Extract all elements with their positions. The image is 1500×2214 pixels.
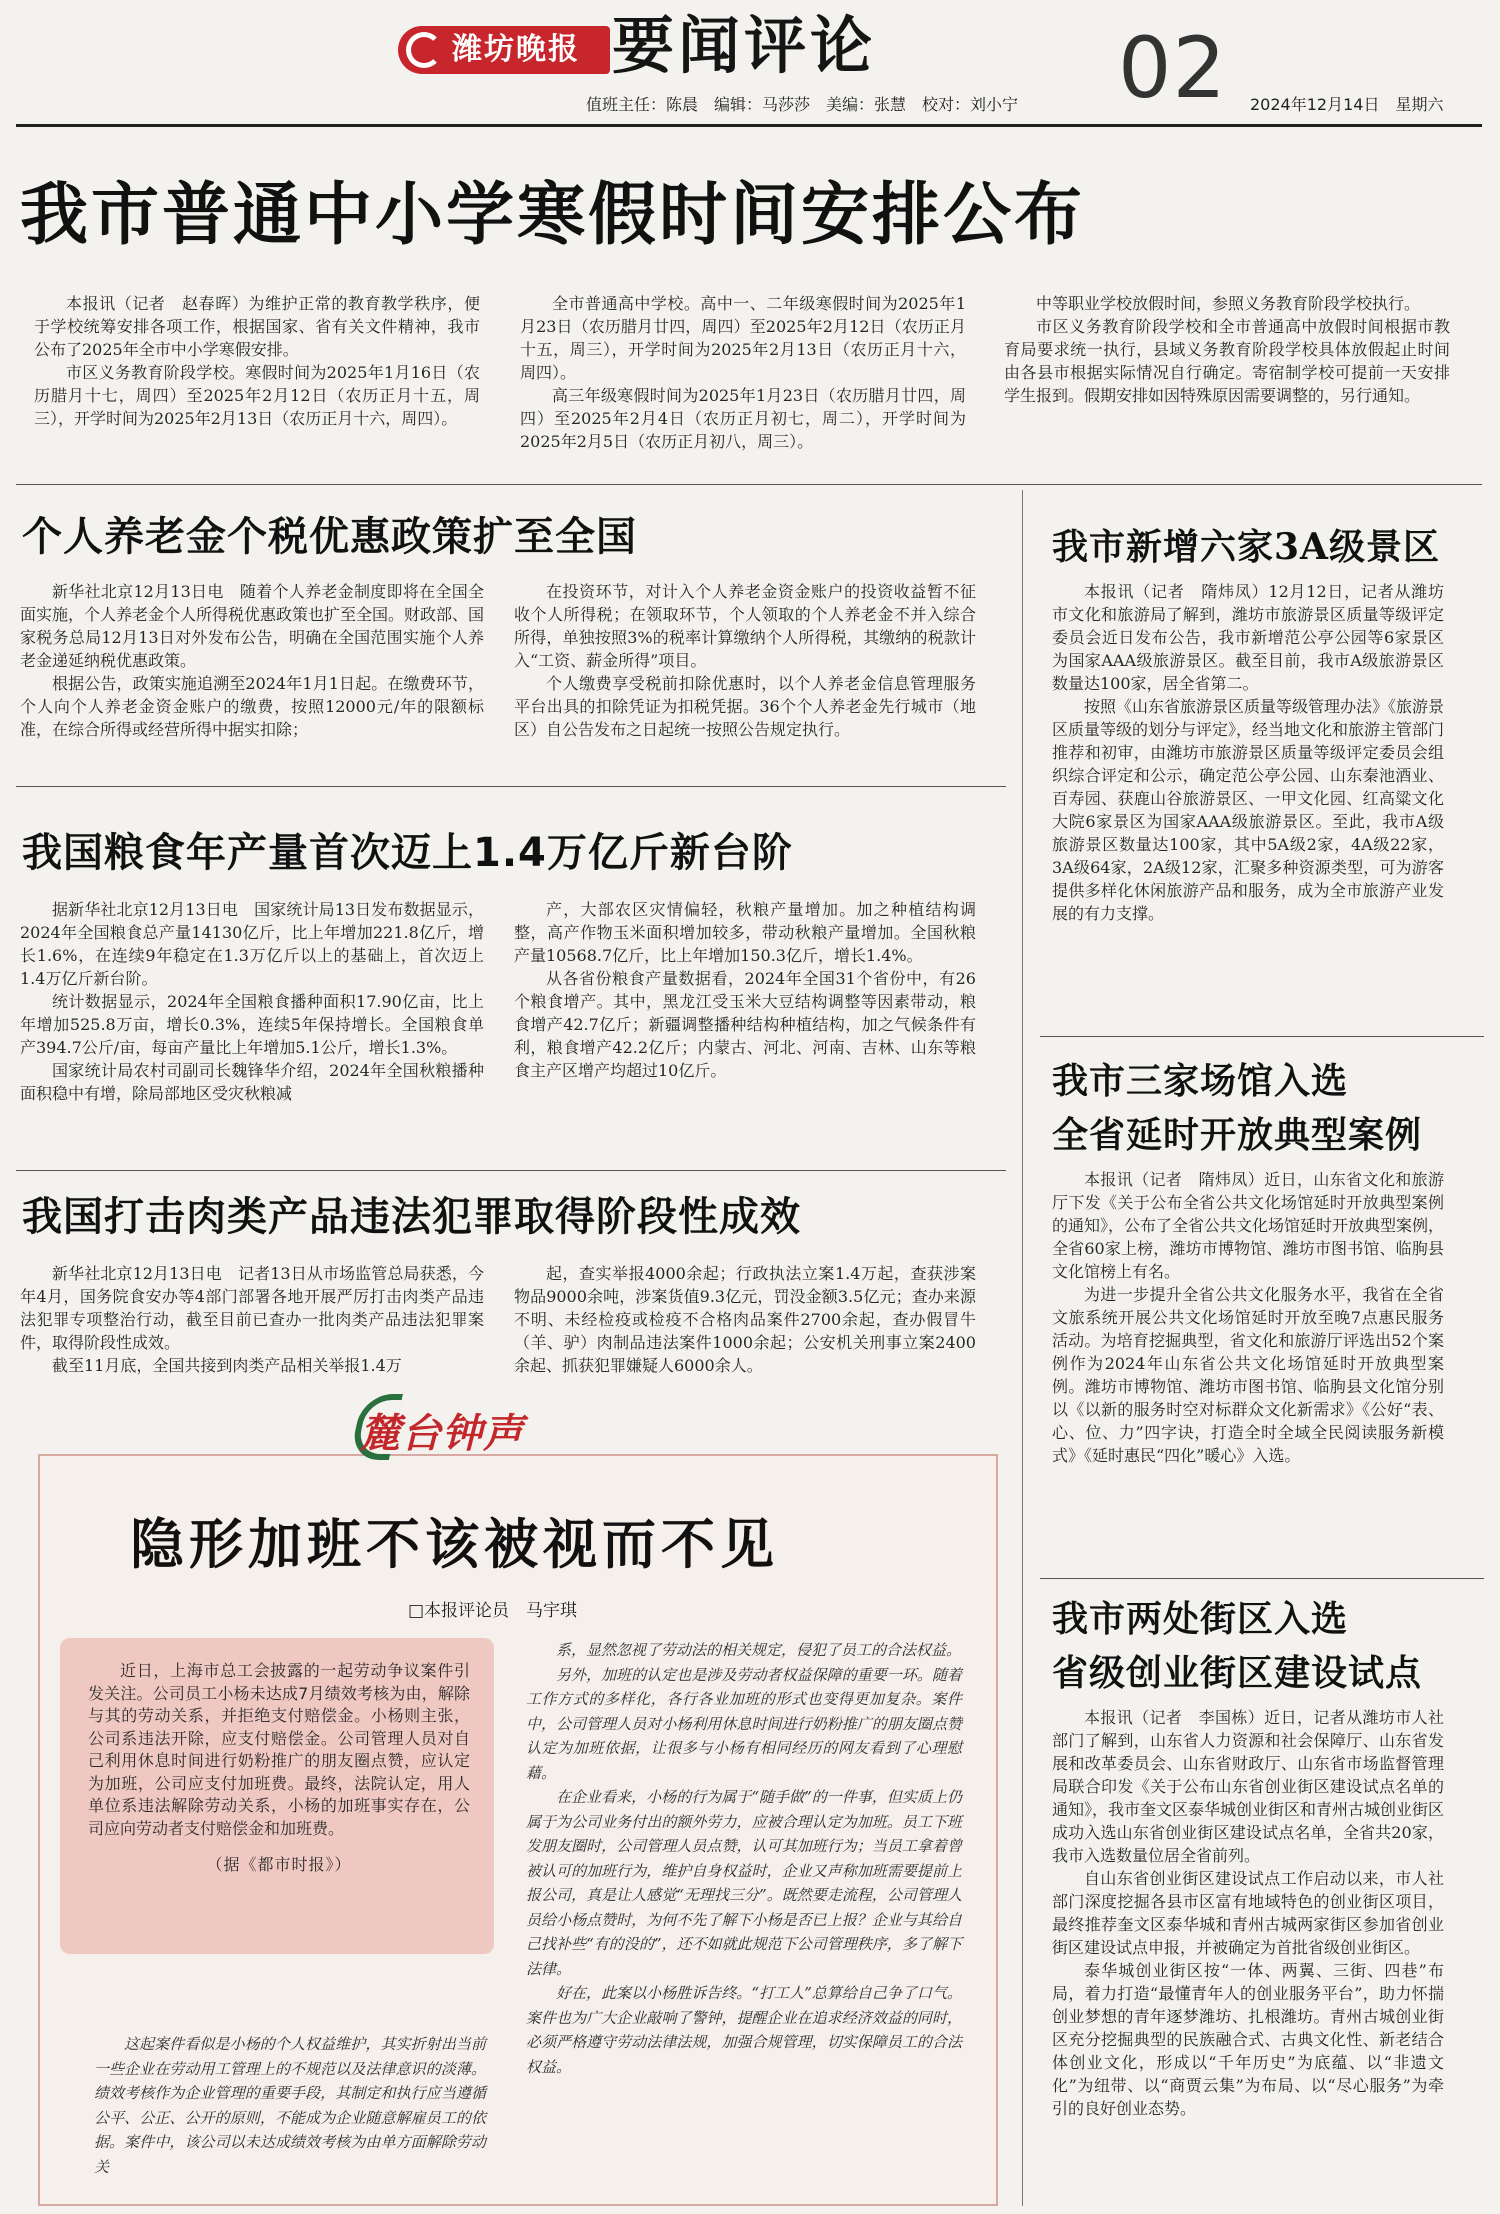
paragraph: 统计数据显示，2024年全国粮食播种面积17.90亿亩，比上年增加525.8万亩，增长0.3%，连续5年保持增长。全国粮食单产394.7公斤/亩，每亩产量比上年增加5.1公斤，增长1.3%。 [20, 992, 484, 1057]
paragraph: 在投资环节，对计入个人养老金资金账户的投资收益暂不征收个人所得税；在领取环节，个人领取的个人养老金不并入综合所得，单独按照3%的税率计算缴纳个人所得税，其缴纳的税款计入“工资、薪金所得”项目。 [514, 582, 976, 670]
paragraph: 起，查实举报4000余起；行政执法立案1.4万起，查获涉案物品9000余吨，涉案货值9.3亿元，罚没金额3.5亿元；查办来源不明、未经检疫或检疫不合格肉品案件2700余起，查办假冒牛（羊、驴）肉制品违法案件1000余起；公安机关刑事立案2400余起、抓获犯罪嫌疑人6000余人。 [514, 1264, 976, 1375]
logo-mark-icon [406, 32, 442, 68]
paragraph: 产，大部农区灾情偏轻，秋粮产量增加。加之种植结构调整，高产作物玉米面积增加较多，带动秋粮产量增加。全国秋粮产量10568.7亿斤，比上年增加150.3亿斤，增长1.4%。 [514, 900, 976, 965]
scenic-headline: 我市新增六家3A级景区 [1052, 526, 1440, 568]
divider [16, 786, 1006, 787]
issue-date: 2024年12月14日 星期六 [1250, 95, 1444, 114]
paragraph: 国家统计局农村司副司长魏锋华介绍，2024年全国秋粮播种面积稳中有增，除局部地区受灾秋粮减 [20, 1061, 484, 1103]
paragraph: 自山东省创业街区建设试点工作启动以来，市人社部门深度挖掘各县市区富有地域特色的创业街区项目，最终推荐奎文区泰华城和青州古城两家街区参加省创业街区建设试点申报，并被确定为首批省级创业街区。 [1052, 1869, 1444, 1957]
column-name: 麓台钟声 [360, 1411, 524, 1457]
paragraph: 这起案件看似是小杨的个人权益维护，其实折射出当前一些企业在劳动用工管理上的不规范以及法律意识的淡薄。绩效考核作为企业管理的重要手段，其制定和执行应当遵循公平、公正、公开的原则，不能成为企业随意解雇员工的依据。案件中，该公司以未达成绩效考核为由单方面解除劳动关 [94, 2035, 486, 2176]
grain-headline: 我国粮食年产量首次迈上1.4万亿斤新台阶 [22, 830, 793, 876]
paragraph: 近日，上海市总工会披露的一起劳动争议案件引发关注。公司员工小杨未达成7月绩效考核为由，解除与其的劳动关系，并拒绝支付赔偿金。小杨则主张，公司系违法开除，应支付赔偿金。公司管理人员对自己利用休息时间进行奶粉推广的朋友圈点赞，应认定为加班，公司应支付加班费。最终，法院认定，用人单位系违法解除劳动关系，小杨的加班事实存在，公司应向劳动者支付赔偿金和加班费。 [88, 1661, 470, 1838]
streets-headline-line-1: 我市两处街区入选 [1052, 1598, 1349, 1640]
paragraph: 市区义务教育阶段学校。寒假时间为2025年1月16日（农历腊月十七，周四）至2025年2月12日（农历正月十五，周三），开学时间为2025年2月13日（农历正月十六，周四）。 [34, 363, 480, 428]
paragraph: 好在，此案以小杨胜诉告终。“打工人”总算给自己争了口气。案件也为广大企业敲响了警钟，提醒企业在追求经济效益的同时，必须严格遵守劳动法律法规，加强合规管理，切实保障员工的合法权益。 [526, 1984, 962, 2076]
paragraph: 另外，加班的认定也是涉及劳动者权益保障的重要一环。随着工作方式的多样化，各行各业加班的形式也变得更加复杂。案件中，公司管理人员对小杨利用休息时间进行奶粉推广的朋友圈点赞认定为加班依据，让很多与小杨有相同经历的网友看到了心理慰藉。 [526, 1665, 962, 1782]
streets-headline-line-2: 省级创业街区建设试点 [1052, 1652, 1423, 1694]
paper-name: 潍坊晚报 [452, 32, 580, 67]
paragraph: 据新华社北京12月13日电 国家统计局13日发布数据显示，2024年全国粮食总产量14130亿斤，比上年增加221.8亿斤，增长1.6%，在连续9年稳定在1.3万亿斤以上的基础上，首次迈上1.4万亿斤新台阶。 [20, 900, 484, 988]
section-title: 要闻评论 [612, 9, 877, 82]
meat-column-1 [20, 1262, 484, 1377]
commentary-byline: □本报评论员 马宇琪 [408, 1601, 578, 1621]
streets-body [1052, 1706, 1444, 2120]
pension-column-2 [514, 580, 976, 741]
paragraph: 根据公告，政策实施追溯至2024年1月1日起。在缴费环节，个人向个人养老金资金账户的缴费，按照12000元/年的限额标准，在综合所得或经营所得中据实扣除； [20, 674, 484, 739]
quote-source: （据《都市时报》） [206, 1855, 352, 1874]
venues-headline-line-1: 我市三家场馆入选 [1052, 1060, 1349, 1102]
pension-headline: 个人养老金个税优惠政策扩至全国 [22, 514, 637, 560]
venues-headline-line-2: 全省延时开放典型案例 [1052, 1114, 1423, 1156]
lead-headline: 我市普通中小学寒假时间安排公布 [20, 176, 1086, 255]
paragraph: 个人缴费享受税前扣除优惠时，以个人养老金信息管理服务平台出具的扣除凭证为扣税凭据。36个个人养老金先行城市（地区）自公告发布之日起统一按照公告规定执行。 [514, 674, 976, 739]
divider [16, 484, 1482, 485]
commentary-right-text [526, 1638, 962, 2079]
divider [16, 1170, 1006, 1171]
paragraph: 系，显然忽视了劳动法的相关规定，侵犯了员工的合法权益。 [556, 1641, 962, 1659]
meat-column-2 [514, 1262, 976, 1377]
divider [1040, 1578, 1484, 1579]
lead-column-3 [1004, 292, 1450, 407]
paragraph: 截至11月底，全国共接到肉类产品相关举报1.4万 [52, 1356, 402, 1375]
paragraph: 市区义务教育阶段学校和全市普通高中放假时间根据市教育局要求统一执行，县域义务教育阶段学校具体放假起止时间由各县市根据实际情况自行确定。寄宿制学校可提前一天安排学生报到。假期安排如因特殊原因需要调整的，另行通知。 [1004, 317, 1450, 405]
paragraph: 中等职业学校放假时间，参照义务教育阶段学校执行。 [1036, 294, 1421, 313]
lead-column-1 [34, 292, 480, 430]
paragraph: 高三年级寒假时间为2025年1月23日（农历腊月廿四，周四）至2025年2月4日（农历正月初七，周二），开学时间为2025年2月5日（农历正月初八，周三）。 [520, 386, 966, 451]
grain-column-2 [514, 898, 976, 1082]
paragraph: 泰华城创业街区按“一体、两翼、三街、四巷”布局，着力打造“最懂青年人的创业服务平台”，助力怀揣创业梦想的青年逐梦潍坊、扎根潍坊。青州古城创业街区充分挖掘典型的民族融合式、古典文化性、新老结合体创业文化，形成以“千年历史”为底蕴、以“非遗文化”为纽带、以“商贾云集”为布局、以“尽心服务”为牵引的良好创业态势。 [1052, 1961, 1444, 2118]
paragraph: 在企业看来，小杨的行为属于“随手做”的一件事，但实质上仍属于为公司业务付出的额外劳力，应被合理认定为加班。员工下班发朋友圈时，公司管理人员点赞，认可其加班行为；当员工拿着曾被认可的加班行为，维护自身权益时，企业又声称加班需要提前上报公司，真是让人感觉“无理找三分”。既然要走流程，公司管理人员给小杨点赞时，为何不先了解下小杨是否已上报？企业与其给自己找补些“有的没的”，还不如就此规范下公司管理秩序，多了解下法律。 [526, 1788, 962, 1978]
grain-column-1 [20, 898, 484, 1105]
page-number: 02 [1118, 19, 1227, 117]
paragraph: 全市普通高中学校。高中一、二年级寒假时间为2025年1月23日（农历腊月廿四，周四）至2025年2月12日（农历正月十五，周三），开学时间为2025年2月13日（农历正月十六，周四）。 [520, 294, 966, 382]
paragraph: 本报讯（记者 赵春晖）为维护正常的教育教学秩序，便于学校统筹安排各项工作，根据国家、省有关文件精神，我市公布了2025年全市中小学寒假安排。 [34, 294, 480, 359]
pension-column-1 [20, 580, 484, 741]
paragraph: 本报讯（记者 李国栋）近日，记者从潍坊市人社部门了解到，山东省人力资源和社会保障厅、山东省发展和改革委员会、山东省财政厅、山东省市场监督管理局联合印发《关于公布山东省创业街区建设试点名单的通知》，我市奎文区泰华城创业街区和青州古城创业街区成功入选山东省创业街区建设试点名单，全省共20家，我市入选数量位居全省前列。 [1052, 1708, 1445, 1865]
paper-logo [398, 26, 610, 74]
masthead-rule [16, 124, 1482, 127]
commentary-headline: 隐形加班不该被视而不见 [130, 1513, 779, 1576]
paragraph: 本报讯（记者 隋炜凤）近日，山东省文化和旅游厅下发《关于公布全省公共文化场馆延时开放典型案例的通知》，公布了全省公共文化场馆延时开放典型案例，全省60家上榜，潍坊市博物馆、潍坊市图书馆、临朐县文化馆榜上有名。 [1052, 1170, 1445, 1281]
paragraph: 本报讯（记者 隋炜凤）12月12日，记者从潍坊市文化和旅游局了解到，潍坊市旅游景区质量等级评定委员会近日发布公告，我市新增范公亭公园等6家景区为国家AAA级旅游景区。截至目前，我市A级旅游景区数量达100家，居全省第二。 [1052, 582, 1444, 693]
divider [1040, 1036, 1484, 1037]
scenic-body [1052, 580, 1444, 925]
quoted-news-box [60, 1638, 494, 1954]
column-rule [1022, 490, 1023, 2206]
paragraph: 新华社北京12月13日电 记者13日从市场监管总局获悉，今年4月，国务院食安办等4部门部署各地开展严厉打击肉类产品违法犯罪专项整治行动，截至目前已查办一批肉类产品违法犯罪案件，取得阶段性成效。 [20, 1264, 484, 1352]
venues-body [1052, 1168, 1444, 1467]
paragraph: 按照《山东省旅游景区质量等级管理办法》《旅游景区质量等级的划分与评定》，经当地文化和旅游主管部门推荐和初审，由潍坊市旅游景区质量等级评定委员会组织综合评定和公示，确定范公亭公园、山东秦池酒业、百寿园、获鹿山谷旅游景区、一甲文化园、红高粱文化大院6家景区为国家AAA级旅游景区。至此，我市A级旅游景区数量达100家，其中5A级2家，4A级22家，3A级64家，2A级12家，汇聚多种资源类型，可为游客提供多样化休闲旅游产品和服务，成为全市旅游产业发展的有力支撑。 [1052, 697, 1445, 923]
paragraph: 从各省份粮食产量数据看，2024年全国31个省份中，有26个粮食增产。其中，黑龙江受玉米大豆结构调整等因素带动，粮食增产42.7亿斤；新疆调整播种结构种植结构，加之气候条件有利，粮食增产42.2亿斤；内蒙古、河北、河南、吉林、山东等粮食主产区增产均超过10亿斤。 [514, 969, 976, 1080]
lead-column-2 [520, 292, 966, 453]
meat-headline: 我国打击肉类产品违法犯罪取得阶段性成效 [22, 1194, 801, 1240]
commentary-left-text [94, 2032, 486, 2179]
editor-credits: 值班主任：陈晨 编辑：马莎莎 美编：张慧 校对：刘小宁 [586, 95, 1019, 114]
paragraph: 为进一步提升全省公共文化服务水平，我省在全省文旅系统开展公共文化场馆延时开放至晚7点惠民服务活动。为培育挖掘典型，省文化和旅游厅评选出52个案例作为2024年山东省公共文化场馆延时开放典型案例。潍坊市博物馆、潍坊市图书馆、临朐县文化馆分别以《以新的服务时空对标群众文化新需求》《公好“表、心、位、力”四字诀，打造全时全域全民阅读服务新模式》《延时惠民“四化”暖心》入选。 [1052, 1285, 1444, 1465]
paragraph: 新华社北京12月13日电 随着个人养老金制度即将在全国全面实施，个人养老金个人所得税优惠政策也扩至全国。财政部、国家税务总局12月13日对外发布公告，明确在全国范围实施个人养老金递延纳税优惠政策。 [20, 582, 485, 670]
